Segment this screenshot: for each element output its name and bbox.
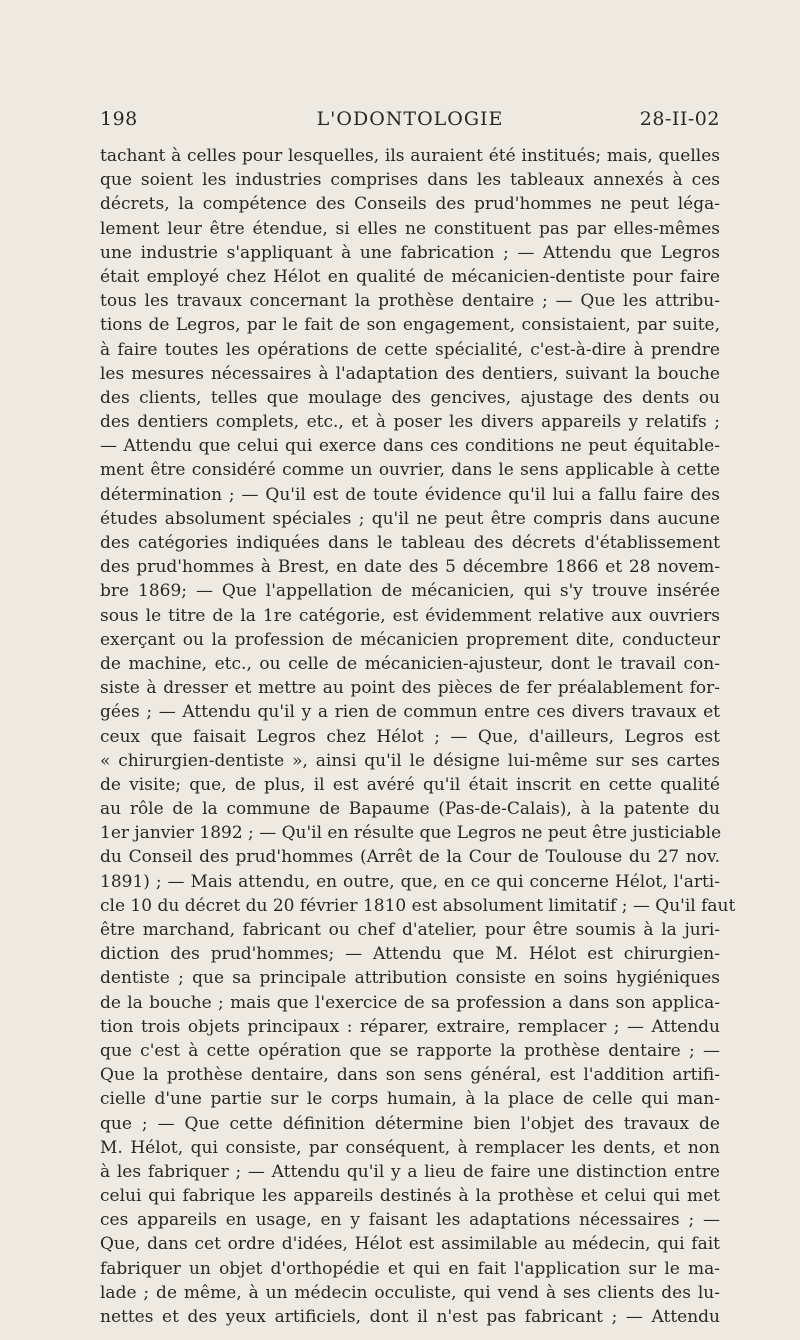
text-line: à faire toutes les opérations de cette spécialité, c'est-à-dire à prendre	[100, 339, 720, 360]
text-line: Que la prothèse dentaire, dans son sens général, est l'addition artifi-	[100, 1065, 720, 1086]
body-text	[100, 144, 736, 1329]
text-line: des prud'hommes à Brest, en date des 5 décembre 1866 et 28 novem-	[100, 557, 720, 578]
text-line: cle 10 du décret du 20 février 1810 est absolument limitatif ; — Qu'il faut	[100, 895, 736, 916]
text-line: celui qui fabrique les appareils destinés à la prothèse et celui qui met	[100, 1186, 720, 1207]
text-line: lade ; de même, à un médecin occuliste, qui vend à ses clients des lu-	[100, 1282, 720, 1303]
text-line: tous les travaux concernant la prothèse dentaire ; — Que les attribu-	[100, 291, 720, 312]
text-line: sous le titre de la 1re catégorie, est évidemment relative aux ouvriers	[100, 605, 720, 626]
issue-date: 28-II-02	[639, 108, 720, 130]
text-line: au rôle de la commune de Bapaume (Pas-de-Calais), à la patente du	[100, 799, 720, 820]
text-line: des catégories indiquées dans le tableau des décrets d'établissement	[100, 533, 720, 553]
text-line: tachant à celles pour lesquelles, ils auraient été institués; mais, quelles	[100, 146, 720, 166]
text-line: études absolument spéciales ; qu'il ne peut être compris dans aucune	[100, 508, 720, 529]
text-line: que ; — Que cette définition détermine bien l'objet des travaux de	[100, 1113, 720, 1134]
text-line: ces appareils en usage, en y faisant les adaptations nécessaires ; —	[100, 1210, 720, 1231]
text-line: les mesures nécessaires à l'adaptation des dentiers, suivant la bouche	[100, 363, 720, 384]
text-line: tions de Legros, par le fait de son engagement, consistaient, par suite,	[100, 315, 720, 336]
page-number: 198	[100, 108, 138, 130]
running-title: L'ODONTOLOGIE	[316, 108, 504, 130]
text-line: dentiste ; que sa principale attribution consiste en soins hygiéniques	[100, 968, 720, 989]
page-header	[100, 108, 720, 138]
text-line: exerçant ou la profession de mécanicien proprement dite, conducteur	[100, 629, 720, 650]
text-line: — Attendu que celui qui exerce dans ces conditions ne peut équitable-	[100, 436, 720, 457]
text-line: de la bouche ; mais que l'exercice de sa profession a dans son applica-	[100, 992, 720, 1013]
text-line: Que, dans cet ordre d'idées, Hélot est assimilable au médecin, qui fait	[100, 1234, 720, 1255]
text-line: siste à dresser et mettre au point des pièces de fer préalablement for-	[100, 678, 720, 699]
text-line: gées ; — Attendu qu'il y a rien de commun entre ces divers travaux et	[100, 702, 720, 723]
text-line: diction des prud'hommes; — Attendu que M. Hélot est chirurgien-	[100, 944, 720, 965]
text-line: nettes et des yeux artificiels, dont il n'est pas fabricant ; — Attendu	[100, 1307, 720, 1327]
text-line: de machine, etc., ou celle de mécanicien-ajusteur, dont le travail con-	[100, 653, 720, 674]
text-line: décrets, la compétence des Conseils des prud'hommes ne peut léga-	[100, 194, 720, 215]
text-line: M. Hélot, qui consiste, par conséquent, à remplacer les dents, et non	[100, 1137, 720, 1158]
text-line: que soient les industries comprises dans les tableaux annexés à ces	[100, 170, 720, 191]
text-line: des dentiers complets, etc., et à poser les divers appareils y relatifs ;	[100, 412, 720, 433]
text-line: 1er janvier 1892 ; — Qu'il en résulte que Legros ne peut être justiciable	[100, 823, 722, 844]
text-line: une industrie s'appliquant à une fabrication ; — Attendu que Legros	[100, 242, 720, 263]
text-line: tion trois objets principaux : réparer, extraire, remplacer ; — Attendu	[100, 1016, 720, 1037]
text-line: bre 1869; — Que l'appellation de mécanicien, qui s'y trouve insérée	[100, 581, 720, 602]
text-line: était employé chez Hélot en qualité de mécanicien-dentiste pour faire	[100, 266, 720, 287]
text-line: ment être considéré comme un ouvrier, dans le sens applicable à cette	[100, 460, 720, 481]
text-line: 1891) ; — Mais attendu, en outre, que, en ce qui concerne Hélot, l'arti-	[100, 871, 720, 892]
text-line: à les fabriquer ; — Attendu qu'il y a lieu de faire une distinction entre	[100, 1161, 720, 1182]
text-line: être marchand, fabricant ou chef d'atelier, pour être soumis à la juri-	[100, 920, 720, 940]
text-line: cielle d'une partie sur le corps humain, à la place de celle qui man-	[100, 1089, 720, 1110]
text-line: fabriquer un objet d'orthopédie et qui en fait l'application sur le ma-	[100, 1258, 720, 1279]
text-line: de visite; que, de plus, il est avéré qu'il était inscrit en cette qualité	[100, 774, 720, 795]
text-line: lement leur être étendue, si elles ne constituent pas par elles-mêmes	[100, 218, 720, 239]
text-line: détermination ; — Qu'il est de toute évidence qu'il lui a fallu faire des	[100, 484, 720, 505]
text-line: du Conseil des prud'hommes (Arrêt de la Cour de Toulouse du 27 nov.	[100, 847, 720, 868]
text-line: des clients, telles que moulage des gencives, ajustage des dents ou	[100, 387, 720, 408]
text-line: que c'est à cette opération que se rapporte la prothèse dentaire ; —	[100, 1040, 720, 1061]
text-line: ceux que faisait Legros chez Hélot ; — Que, d'ailleurs, Legros est	[100, 726, 720, 747]
text-line: « chirurgien-dentiste », ainsi qu'il le désigne lui-même sur ses cartes	[100, 750, 720, 771]
